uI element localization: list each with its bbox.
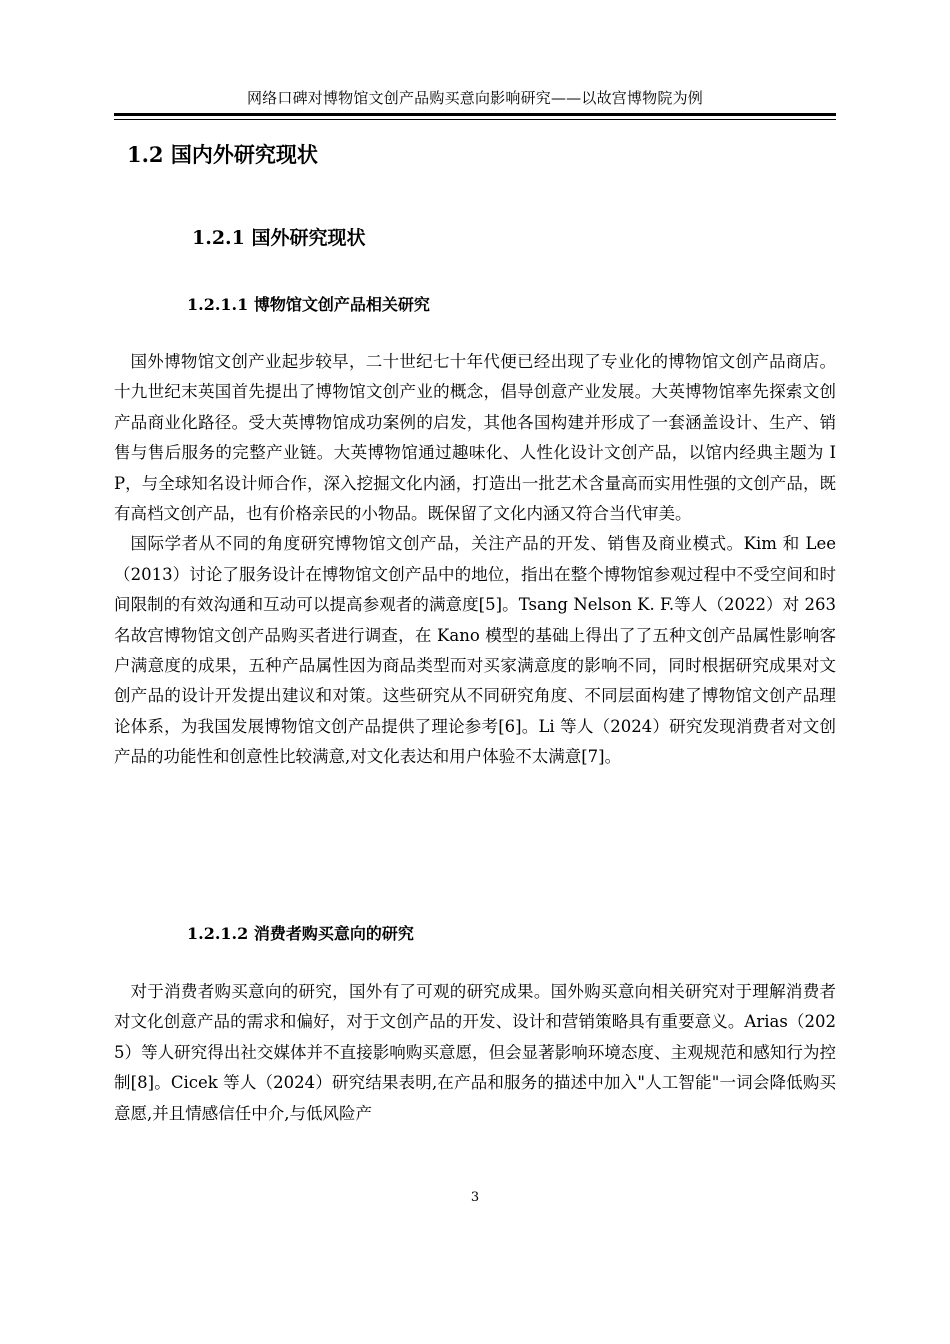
subsection-heading: 1.2.1 国外研究现状 xyxy=(192,227,366,249)
subsubsection-heading-museum-products: 1.2.1.1 博物馆文创产品相关研究 xyxy=(187,295,430,314)
running-header: 网络口碑对博物馆文创产品购买意向影响研究——以故宫博物院为例 xyxy=(246,89,703,107)
subsubsection-heading-purchase-intention: 1.2.1.2 消费者购买意向的研究 xyxy=(187,924,414,943)
section-heading: 1.2 国内外研究现状 xyxy=(127,142,318,167)
header-rule-thick xyxy=(114,113,836,116)
header-rule-thin xyxy=(114,119,836,120)
body-block-museum-products xyxy=(114,347,836,773)
paragraph: 对于消费者购买意向的研究，国外有了可观的研究成果。国外购买意向相关研究对于理解消费者对文化创意产品的需求和偏好，对于文创产品的开发、设计和营销策略具有重要意义。Arias（2025）等人研究得出社交媒体并不直接影响购买意愿，但会显著影响环境态度、主观规范和感知行为控制[8]。Cicek 等人（2024）研究结果表明,在产品和服务的描述中加入"人工智能"一词会降低购买意愿,并且情感信任中介,与低风险产 xyxy=(114,982,836,1123)
page-number: 3 xyxy=(470,1190,480,1205)
body-block-purchase-intention xyxy=(114,977,836,1129)
paragraph: 国外博物馆文创产业起步较早，二十世纪七十年代便已经出现了专业化的博物馆文创产品商店。十九世纪末英国首先提出了博物馆文创产业的概念，倡导创意产业发展。大英博物馆率先探索文创产品商业化路径。受大英博物馆成功案例的启发，其他各国构建并形成了一套涵盖设计、生产、销售与售后服务的完整产业链。大英博物馆通过趣味化、人性化设计文创产品，以馆内经典主题为 IP，与全球知名设计师合作，深入挖掘文化内涵，打造出一批艺术含量高而实用性强的文创产品，既有高档文创产品，也有价格亲民的小物品。既保留了文化内涵又符合当代审美。 xyxy=(114,352,836,524)
paragraph: 国际学者从不同的角度研究博物馆文创产品，关注产品的开发、销售及商业模式。Kim 和 Lee（2013）讨论了服务设计在博物馆文创产品中的地位，指出在整个博物馆参观过程中不受空间和时间限制的有效沟通和互动可以提高参观者的满意度[5]。Tsang Nelson K. F.等人（2022）对 263 名故宫博物馆文创产品购买者进行调查，在 Kano 模型的基础上得出了了五种文创产品属性影响客户满意度的成果，五种产品属性因为商品类型而对买家满意度的影响不同，同时根据研究成果对文创产品的设计开发提出建议和对策。这些研究从不同研究角度、不同层面构建了博物馆文创产品理论体系，为我国发展博物馆文创产品提供了理论参考[6]。Li 等人（2024）研究发现消费者对文创产品的功能性和创意性比较满意,对文化表达和用户体验不太满意[7]。 xyxy=(114,534,836,767)
